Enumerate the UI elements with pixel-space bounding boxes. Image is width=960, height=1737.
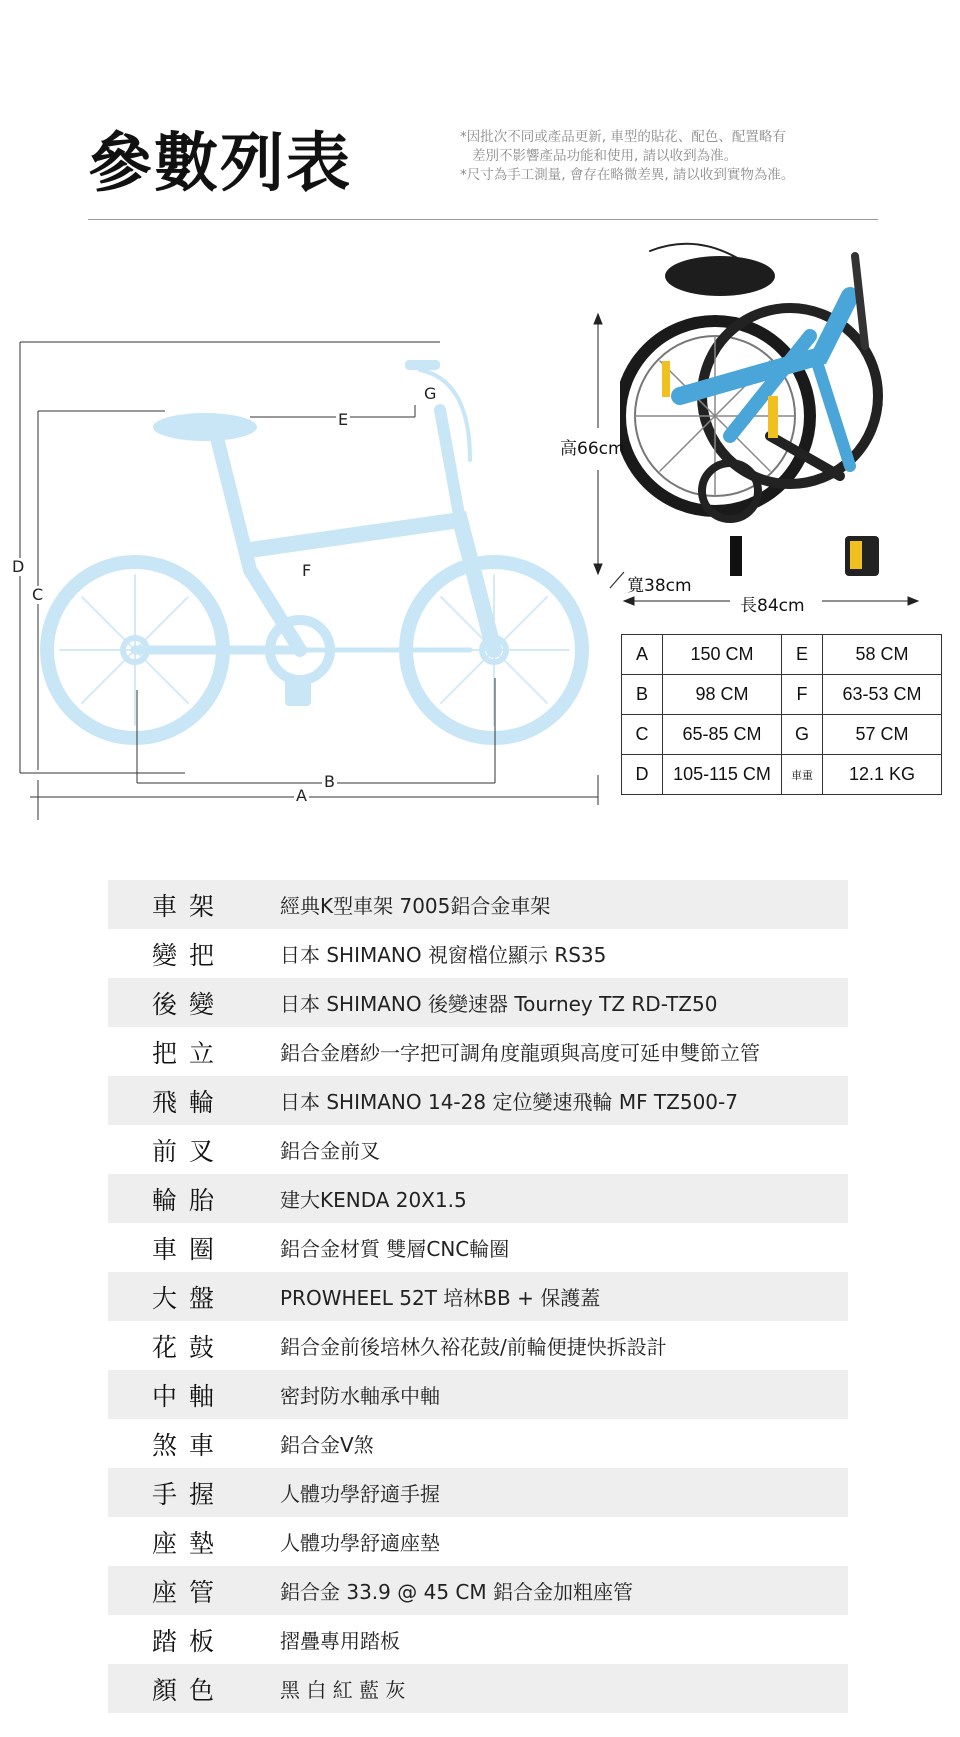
spec-row [108, 1321, 848, 1370]
spec-row [108, 1615, 848, 1664]
spec-label: 座墊 [152, 1528, 227, 1558]
spec-row [108, 1566, 848, 1615]
spec-value: 密封防水軸承中軸 [280, 1384, 440, 1408]
table-row [622, 715, 942, 755]
dim-label-g: G [424, 384, 437, 403]
dim-value: 98 CM [663, 675, 782, 715]
dim-label-e: E [338, 410, 349, 429]
folded-length-label: 長84cm [740, 596, 805, 616]
spec-value: 鋁合金磨紗一字把可調角度龍頭與高度可延申雙節立管 [280, 1041, 760, 1065]
dim-key: C [622, 715, 663, 755]
dim-key: D [622, 755, 663, 795]
spec-value: 人體功學舒適手握 [280, 1482, 440, 1506]
dim-value: 105-115 CM [663, 755, 782, 795]
dim-label-d: D [12, 557, 25, 576]
spec-value: 人體功學舒適座墊 [280, 1531, 440, 1555]
dim-label-c: C [32, 585, 44, 604]
table-row [622, 635, 942, 675]
dimension-table [621, 634, 942, 795]
spec-value: 日本 SHIMANO 視窗檔位顯示 RS35 [280, 943, 607, 967]
spec-label: 車圈 [152, 1234, 227, 1264]
spec-row [108, 1517, 848, 1566]
spec-row [108, 1223, 848, 1272]
spec-row [108, 1419, 848, 1468]
spec-row [108, 1027, 848, 1076]
spec-label: 煞車 [152, 1430, 227, 1460]
spec-label: 後變 [152, 989, 227, 1019]
dim-key: G [782, 715, 823, 755]
dim-key: 車重 [782, 755, 823, 795]
dim-label-a: A [296, 786, 307, 805]
dim-value: 57 CM [823, 715, 942, 755]
spec-row [108, 929, 848, 978]
spec-value: 黑 白 紅 藍 灰 [280, 1678, 406, 1702]
dim-label-b: B [324, 772, 335, 791]
spec-value: 日本 SHIMANO 後變速器 Tourney TZ RD-TZ50 [280, 992, 718, 1016]
dim-value: 12.1 KG [823, 755, 942, 795]
spec-value: 鋁合金 33.9 @ 45 CM 鋁合金加粗座管 [280, 1580, 633, 1604]
spec-label: 輪胎 [152, 1185, 227, 1215]
dim-key: A [622, 635, 663, 675]
spec-row [108, 1174, 848, 1223]
folded-dimension-arrows [0, 0, 960, 640]
spec-row [108, 1076, 848, 1125]
page-title: 參數列表 [88, 127, 352, 201]
spec-label: 顏色 [152, 1675, 227, 1705]
dim-value: 63-53 CM [823, 675, 942, 715]
spec-value: 鋁合金前叉 [280, 1139, 380, 1163]
spec-value: PROWHEEL 52T 培林BB + 保護蓋 [280, 1286, 601, 1310]
dim-value: 65-85 CM [663, 715, 782, 755]
spec-value: 鋁合金材質 雙層CNC輪圈 [280, 1237, 510, 1261]
dim-key: F [782, 675, 823, 715]
spec-label: 座管 [152, 1577, 227, 1607]
spec-value: 建大KENDA 20X1.5 [280, 1188, 467, 1212]
spec-label: 前叉 [152, 1136, 227, 1166]
folded-height-label: 高66cm [560, 439, 625, 459]
dim-value: 58 CM [823, 635, 942, 675]
table-row [622, 755, 942, 795]
spec-row [108, 1272, 848, 1321]
spec-value: 日本 SHIMANO 14-28 定位變速飛輪 MF TZ500-7 [280, 1090, 738, 1114]
folded-width-label: 寬38cm [627, 576, 692, 596]
spec-row [108, 1370, 848, 1419]
spec-list [108, 880, 848, 1713]
spec-row [108, 978, 848, 1027]
dim-label-f: F [302, 561, 312, 580]
spec-label: 手握 [152, 1479, 227, 1509]
note-line: *尺寸為手工測量, 會存在略微差異, 請以收到實物為准。 [460, 167, 795, 183]
spec-row [108, 1125, 848, 1174]
spec-label: 把立 [152, 1038, 227, 1068]
spec-value: 鋁合金前後培林久裕花鼓/前輪便捷快拆設計 [280, 1335, 667, 1359]
spec-label: 大盤 [152, 1283, 227, 1313]
spec-label: 變把 [152, 940, 227, 970]
table-row [622, 675, 942, 715]
spec-label: 踏板 [152, 1626, 227, 1656]
spec-row [108, 880, 848, 929]
spec-label: 飛輪 [152, 1087, 227, 1117]
spec-label: 花鼓 [152, 1332, 227, 1362]
spec-value: 摺疊專用踏板 [280, 1629, 400, 1653]
spec-value: 經典K型車架 7005鋁合金車架 [280, 894, 551, 918]
dim-value: 150 CM [663, 635, 782, 675]
spec-value: 鋁合金V煞 [280, 1433, 374, 1457]
note-line: *因批次不同或產品更新, 車型的貼花、配色、配置略有 [460, 129, 786, 145]
dim-key: B [622, 675, 663, 715]
spec-row [108, 1664, 848, 1713]
note-line: 差別不影響產品功能和使用, 請以收到為准。 [472, 148, 738, 164]
spec-label: 中軸 [152, 1381, 227, 1411]
spec-row [108, 1468, 848, 1517]
spec-label: 車架 [152, 891, 227, 921]
dim-key: E [782, 635, 823, 675]
